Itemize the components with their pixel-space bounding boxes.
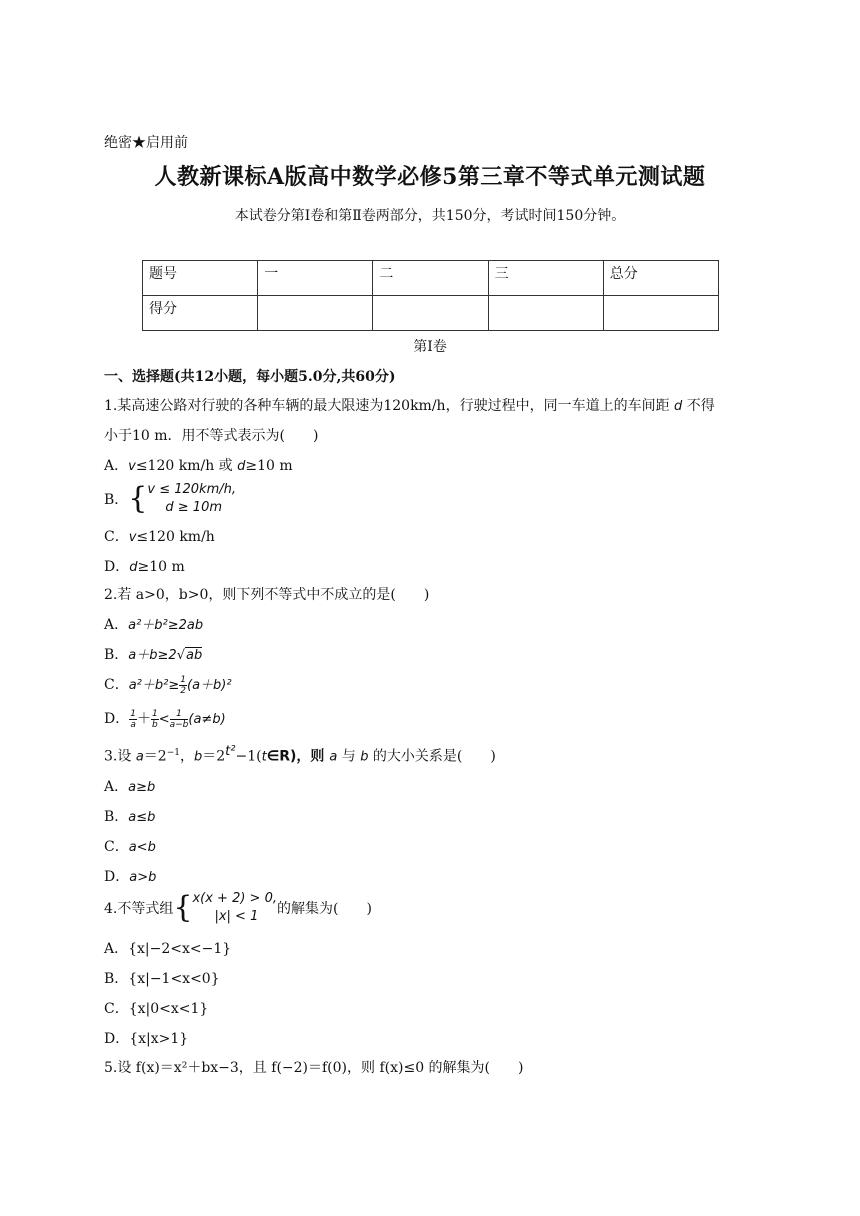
- text: ＝2: [143, 748, 167, 765]
- math-expr: {x|−1<x<0}: [128, 971, 220, 987]
- superscript: −1: [166, 748, 180, 758]
- table-cell[interactable]: [258, 296, 373, 331]
- fraction: [129, 709, 137, 730]
- fraction: [170, 709, 189, 730]
- question-4-option-a[interactable]: [104, 938, 231, 958]
- math-var: d: [674, 399, 683, 414]
- math-var: v: [128, 459, 136, 474]
- math-var: a: [135, 749, 144, 765]
- math-expr: a≤b: [128, 810, 156, 825]
- table-cell[interactable]: [373, 296, 488, 331]
- table-cell: 题号: [143, 261, 258, 296]
- question-1-option-c[interactable]: [104, 526, 215, 546]
- question-3-option-a[interactable]: [104, 776, 155, 796]
- table-cell: 三: [488, 261, 603, 296]
- numerator: 1: [130, 708, 136, 719]
- question-1-option-d[interactable]: [104, 556, 185, 576]
- denominator: a: [130, 719, 136, 730]
- option-label: B．: [104, 492, 129, 508]
- question-4-option-d[interactable]: [104, 1028, 188, 1048]
- math-expr: a≥b: [128, 780, 156, 795]
- math-expr: (a＋b)²: [187, 678, 232, 693]
- question-5-stem: 5.设 f(x)＝x²＋bx−3，且 f(−2)＝f(0)，则 f(x)≤0 的解集为( ): [104, 1060, 524, 1076]
- exam-subtitle: 本试卷分第Ⅰ卷和第Ⅱ卷两部分，共150分，考试时间150分钟。: [234, 208, 626, 224]
- score-table-row: [143, 261, 719, 296]
- math-var: a: [329, 749, 338, 765]
- text: 的解集为( ): [276, 901, 372, 917]
- option-label: C．: [104, 839, 129, 855]
- question-1-stem-line1: [104, 395, 715, 415]
- system-line: d ≥ 10m: [165, 500, 223, 515]
- text: ∈R)，则: [266, 748, 330, 765]
- math-expr: (a≠b): [188, 712, 226, 727]
- option-label: A．: [104, 779, 129, 795]
- question-4-option-c[interactable]: [104, 998, 208, 1018]
- system-line: v ≤ 120km/h,: [147, 482, 236, 497]
- text: 1.某高速公路对行驶的各种车辆的最大限速为120km/h，行驶过程中，同一车道上的车间距: [104, 398, 675, 414]
- table-cell[interactable]: [488, 296, 603, 331]
- option-label: B．: [104, 971, 129, 987]
- numerator: 1: [170, 709, 189, 720]
- text: 的大小关系是( ): [368, 748, 496, 765]
- option-label: A．: [104, 617, 129, 633]
- question-1-option-b[interactable]: [104, 481, 236, 517]
- sqrt-icon: √: [176, 648, 185, 663]
- option-label: C．: [104, 529, 129, 545]
- math-expr: {x|0<x<1}: [128, 1001, 209, 1017]
- text: ＝2: [202, 748, 226, 765]
- text: ，: [179, 748, 194, 765]
- option-label: B．: [104, 647, 129, 663]
- section-title: 一、选择题(共12小题，每小题5.0分,共60分): [104, 369, 396, 385]
- left-brace: {: [128, 481, 148, 516]
- option-label: B．: [104, 809, 129, 825]
- option-label: D．: [104, 869, 130, 885]
- option-label: D．: [104, 1031, 130, 1047]
- question-1-option-a[interactable]: [104, 455, 293, 475]
- text: ≤120 km/h: [136, 529, 215, 545]
- denominator: 2: [180, 685, 186, 696]
- text: 与: [337, 748, 361, 765]
- text: ≥10 m: [245, 458, 293, 474]
- option-label: C．: [104, 1001, 129, 1017]
- math-expr: a＋b≥2: [128, 648, 177, 663]
- option-label: A．: [104, 941, 129, 957]
- option-label: A．: [104, 458, 129, 474]
- left-brace: {: [173, 890, 193, 925]
- question-2-option-a[interactable]: [104, 614, 203, 634]
- numerator: 1: [180, 674, 186, 685]
- denominator: b: [151, 719, 158, 730]
- superscript: t²: [225, 744, 236, 759]
- text: 3.设: [104, 748, 136, 765]
- system-line: |x| < 1: [214, 909, 259, 924]
- option-label: D．: [104, 559, 130, 575]
- score-table: [142, 260, 719, 331]
- math-expr: a²＋b²≥2ab: [128, 618, 204, 633]
- question-2-option-d[interactable]: [104, 708, 226, 730]
- fraction: [151, 709, 159, 730]
- exam-title: 人教新课标A版高中数学必修5第三章不等式单元测试题: [154, 164, 706, 190]
- text: 不得: [682, 398, 715, 414]
- text: ≥10 m: [137, 559, 185, 575]
- option-label: D．: [104, 711, 130, 727]
- equation-system: [147, 481, 236, 517]
- text: −1(: [235, 748, 262, 765]
- table-cell: 得分: [143, 296, 258, 331]
- text: 4.不等式组: [104, 901, 174, 917]
- math-expr: {x|−2<x<−1}: [128, 941, 232, 957]
- question-3-stem: [104, 744, 496, 766]
- text: ＋: [136, 711, 151, 727]
- math-expr: a>b: [129, 870, 157, 885]
- math-var: t: [261, 749, 267, 765]
- table-cell: 总分: [603, 261, 718, 296]
- math-var: b: [360, 749, 369, 765]
- text: ≤120 km/h 或: [135, 458, 238, 474]
- table-cell: 二: [373, 261, 488, 296]
- table-cell: 一: [258, 261, 373, 296]
- question-3-option-c[interactable]: [104, 836, 156, 856]
- question-2-option-c[interactable]: [104, 674, 232, 696]
- math-var: d: [237, 459, 246, 474]
- table-cell[interactable]: [603, 296, 718, 331]
- question-3-option-b[interactable]: [104, 806, 155, 826]
- fraction: [179, 675, 187, 696]
- secret-mark: 绝密★启用前: [104, 135, 188, 151]
- option-label: C．: [104, 677, 129, 693]
- question-3-option-d[interactable]: [104, 866, 156, 886]
- question-2-option-b[interactable]: [104, 644, 202, 664]
- equation-system: [192, 890, 277, 926]
- math-expr: {x|x>1}: [129, 1031, 189, 1047]
- volume-label: 第Ⅰ卷: [413, 339, 447, 355]
- math-var: d: [129, 560, 138, 575]
- denominator: a−b: [169, 719, 189, 730]
- math-var: v: [128, 530, 137, 545]
- question-4-option-b[interactable]: [104, 968, 220, 988]
- math-expr: a<b: [128, 840, 156, 855]
- score-table-row: [143, 296, 719, 331]
- question-2-stem: 2.若 a>0，b>0，则下列不等式中不成立的是( ): [104, 587, 430, 603]
- math-var: b: [193, 749, 203, 765]
- question-4-stem: [104, 890, 372, 926]
- numerator: 1: [151, 708, 158, 719]
- system-line: x(x + 2) > 0,: [192, 891, 277, 906]
- math-expr: a²＋b²≥: [128, 678, 180, 693]
- question-1-stem-line2: 小于10 m．用不等式表示为( ): [104, 428, 319, 444]
- math-expr: ab: [185, 648, 203, 663]
- text: <: [158, 712, 170, 727]
